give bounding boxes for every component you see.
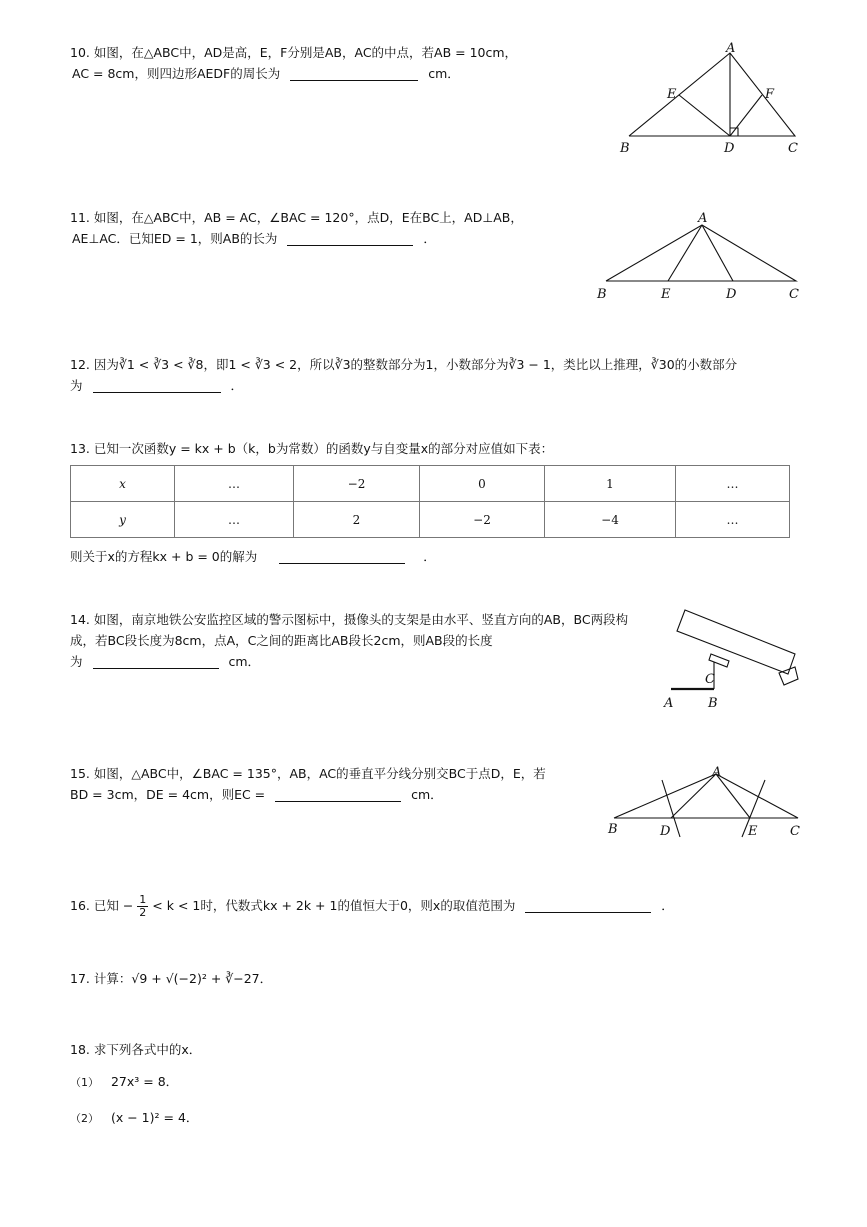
table-cell: −4: [545, 502, 676, 538]
q18-title: 18. 求下列各式中的x．: [70, 1042, 202, 1057]
table-cell: …: [175, 466, 294, 502]
q18-item-1-expr: 27x³ = 8．: [110, 1074, 179, 1089]
q15-figure: [600, 762, 810, 842]
q18-item-1: [70, 1072, 178, 1090]
q13-answer-row: [70, 546, 436, 567]
q15-line2: BD = 3cm，DE = 4cm，则EC =: [70, 787, 266, 802]
q13-value-table: [70, 465, 790, 538]
q11-end: ．: [423, 231, 436, 246]
q11-line2: AE⊥AC．已知ED = 1，则AB的长为: [72, 231, 278, 246]
q12-line2: 为: [70, 378, 83, 393]
q11-label-d: D: [726, 287, 737, 302]
q12-line1: 12. 因为∛1 < ∛3 < ∛8，即1 < ∛3 < 2，所以∛3的整数部分为1，小数部分为∛3 − 1，类比以上推理，∛30的小数部分: [70, 357, 738, 372]
q12-end: ．: [230, 378, 243, 393]
q11-figure: [588, 205, 808, 305]
question-10: [70, 42, 517, 84]
q11-label-b: B: [597, 287, 607, 302]
q13-line1: 13. 已知一次函数y = kx + b（k，b为常数）的函数y与自变量x的部分对应值如下表：: [70, 441, 554, 456]
q10-unit: cm．: [428, 66, 460, 81]
table-cell: y: [71, 502, 175, 538]
q10-label-d: D: [724, 141, 735, 156]
q15-unit: cm．: [411, 787, 443, 802]
question-14: [70, 609, 628, 672]
q15-label-d: D: [660, 824, 671, 839]
q15-answer-blank[interactable]: [275, 787, 401, 802]
q14-label-b: B: [708, 696, 718, 711]
q10-figure: [612, 40, 812, 160]
q14-line2: 成，若BC段长度为8cm，点A，C之间的距离比AB段长2cm，则AB段的长度: [70, 633, 493, 648]
table-row: [71, 502, 790, 538]
q10-label-a: A: [726, 41, 736, 56]
q16-answer-blank[interactable]: [525, 898, 651, 913]
q11-line1: 11. 如图，在△ABC中，AB = AC，∠BAC = 120°，点D，E在BC上，AD⊥AB，: [70, 210, 523, 225]
question-13: [70, 438, 553, 459]
q13-line2: 则关于x的方程kx + b = 0的解为: [70, 549, 258, 564]
table-cell: 2: [294, 502, 420, 538]
q10-line2: AC = 8cm，则四边形AEDF的周长为: [72, 66, 281, 81]
table-cell: −2: [294, 466, 420, 502]
q11-label-a: A: [698, 211, 708, 226]
q15-label-a: A: [712, 765, 722, 780]
question-11: [70, 207, 523, 249]
question-17: [70, 968, 272, 989]
table-cell: …: [175, 502, 294, 538]
q14-camera-figure: [655, 604, 805, 714]
q14-label-a: A: [664, 696, 674, 711]
question-15: [70, 763, 546, 805]
q18-item-2-expr: (x − 1)² = 4．: [110, 1110, 199, 1125]
q11-answer-blank[interactable]: [287, 231, 413, 246]
q15-label-b: B: [608, 822, 618, 837]
q17-text: 17. 计算：√9 + √(−2)² + ∛−27．: [70, 971, 273, 986]
q14-unit: cm．: [228, 654, 261, 669]
q10-label-b: B: [620, 141, 630, 156]
q10-line1: 10. 如图，在△ABC中，AD是高，E，F分别是AB，AC的中点，若AB = 10cm，: [70, 45, 518, 60]
q15-line1: 15. 如图，△ABC中，∠BAC = 135°，AB，AC的垂直平分线分别交BC于点D，E，若: [70, 766, 546, 781]
table-row: [71, 466, 790, 502]
q18-item-2: [70, 1108, 198, 1126]
q16-frac-num: 1: [139, 893, 147, 906]
q18-item-2-num: （2）: [70, 1112, 99, 1125]
q10-label-f: F: [765, 87, 775, 102]
q14-answer-blank[interactable]: [93, 654, 219, 669]
question-16: [70, 894, 674, 919]
q16-end: ．: [661, 898, 674, 913]
q14-line3-row: [70, 651, 628, 672]
q16-fraction: [137, 894, 148, 919]
table-cell: −2: [420, 502, 545, 538]
q14-line1: 14. 如图，南京地铁公安监控区域的警示图标中，摄像头的支架是由水平、竖直方向的AB，BC两段构: [70, 612, 629, 627]
q12-line2-row: [70, 375, 737, 396]
q11-line2-row: [70, 228, 523, 249]
q10-label-c: C: [788, 141, 798, 156]
q13-answer-blank[interactable]: [279, 549, 405, 564]
q10-label-e: E: [667, 87, 677, 102]
q10-line2-row: [70, 63, 517, 84]
q16-frac-den: 2: [139, 906, 147, 919]
q18-item-1-num: （1）: [70, 1076, 99, 1089]
q12-answer-blank[interactable]: [93, 378, 221, 393]
q15-line2-row: [70, 784, 546, 805]
table-cell: …: [676, 502, 790, 538]
question-18: [70, 1039, 201, 1060]
q11-label-e: E: [661, 287, 671, 302]
q14-line3: 为: [70, 654, 83, 669]
q15-label-c: C: [790, 824, 800, 839]
q16-text: < k < 1时，代数式kx + 2k + 1的值恒大于0，则x的取值范围为: [152, 898, 516, 913]
table-cell: 1: [545, 466, 676, 502]
table-cell: …: [676, 466, 790, 502]
table-cell: x: [71, 466, 175, 502]
q10-answer-blank[interactable]: [290, 66, 418, 81]
question-12: [70, 354, 737, 396]
q15-label-e: E: [748, 824, 758, 839]
q13-end: ．: [423, 549, 436, 564]
q11-label-c: C: [789, 287, 799, 302]
q16-prefix: 16. 已知 −: [70, 898, 134, 913]
q14-label-c: C: [705, 672, 715, 687]
table-cell: 0: [420, 466, 545, 502]
